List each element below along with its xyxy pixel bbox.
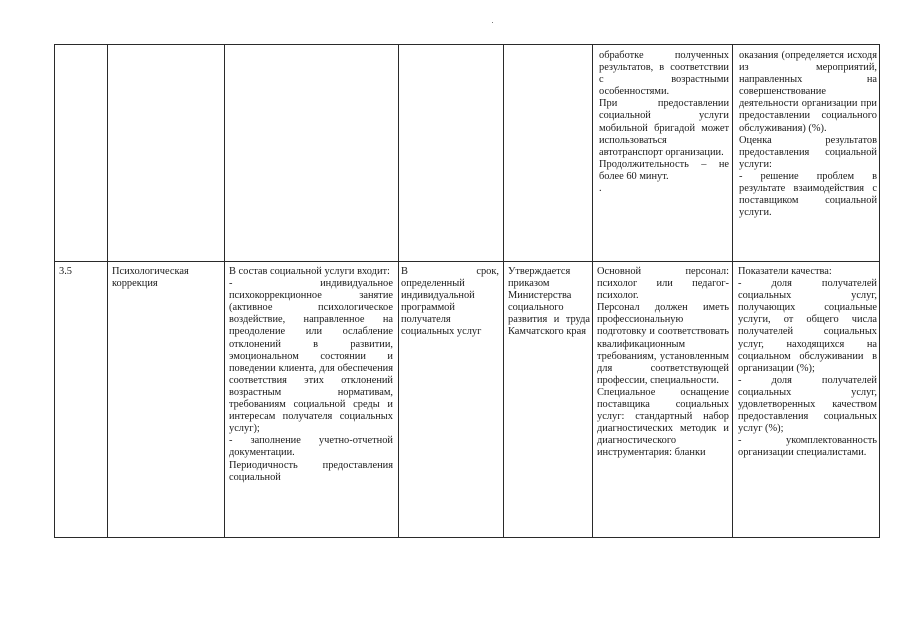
conditions-text: . (599, 183, 602, 195)
indicators-text: Показатели качества: (738, 266, 832, 277)
indicators-text: - укомплектованность организации специалистами. (738, 435, 877, 459)
services-table (54, 44, 880, 538)
scan-speck (492, 22, 493, 23)
col-divider (107, 45, 108, 537)
top-row-indicators-cell (739, 50, 877, 260)
service-content-cell (229, 266, 393, 538)
content-text: - индивидуальное психокоррекционное занятие (активное психологическое воздействие, направленное на преодоление или ослабление отклонений в развитии, эмоциональном состоянии и поведении клиента, для обеспечения соответствия этих отклонений возрастным нормативам, требованиям социальной среды и интересам получателя социальных услуг); (229, 278, 393, 435)
conditions-text: Основной персонал: психолог или педагог-психолог. (597, 266, 729, 302)
service-name-cell (112, 266, 222, 306)
conditions-text: обработке полученных результатов, в соответствии с возрастными особенностями. (599, 50, 729, 98)
content-text: - заполнение учетно-отчетной документации. (229, 435, 393, 459)
term-text: В срок, определенный индивидуальной программой получателя социальных услуг (401, 266, 499, 338)
service-name: Психологическая коррекция (112, 266, 189, 290)
conditions-cell (597, 266, 729, 538)
conditions-text: Продолжительность – не более 60 минут. (599, 158, 729, 182)
col-divider (398, 45, 399, 537)
content-text: В состав социальной услуги входит: (229, 266, 390, 277)
indicators-text: - доля получателей социальных услуг, удовлетворенных качеством предоставления социальных услуг (%); (738, 374, 877, 435)
row-number: 3.5 (59, 266, 72, 277)
conditions-text: Специальное оснащение поставщика социальных услуг: стандартный набор диагностических методик и диагностического инструментария: бланки (597, 386, 729, 459)
tariff-text: Утверждается приказом Министерства социального развития и труда Камчатского края (508, 266, 590, 338)
conditions-text: Персонал должен иметь профессиональную подготовку и соответствовать квалификационным требованиям, установленным для соответствующей профессии, специальности. (597, 302, 729, 386)
indicators-text: оказания (определяется исходя из мероприятий, направленных на совершенствование деятельности организации при предоставлении социального обслуживания) (%). (739, 50, 877, 134)
indicators-cell (738, 266, 877, 538)
conditions-text: При предоставлении социальной услуги мобильной бригадой может использоваться автотранспорт организации. (599, 98, 729, 158)
row-number-cell (59, 266, 105, 286)
col-divider (503, 45, 504, 537)
col-divider (732, 45, 733, 537)
row-divider (55, 261, 879, 262)
col-divider (224, 45, 225, 537)
indicators-text: - решение проблем в результате взаимодействия с поставщиком социальной услуги. (739, 170, 877, 219)
indicators-text: - доля получателей социальных услуг, получающих социальные услуги, от общего числа получателей социальных услуг, находящихся на социальном обслуживании в организации (%); (738, 278, 877, 374)
top-row-conditions-cell (599, 50, 729, 260)
indicators-text: Оценка результатов предоставления социальной услуги: (739, 134, 877, 170)
col-divider (592, 45, 593, 537)
content-text: Периодичность предоставления социальной (229, 459, 393, 483)
tariff-cell (508, 266, 590, 386)
service-term-cell (401, 266, 499, 386)
